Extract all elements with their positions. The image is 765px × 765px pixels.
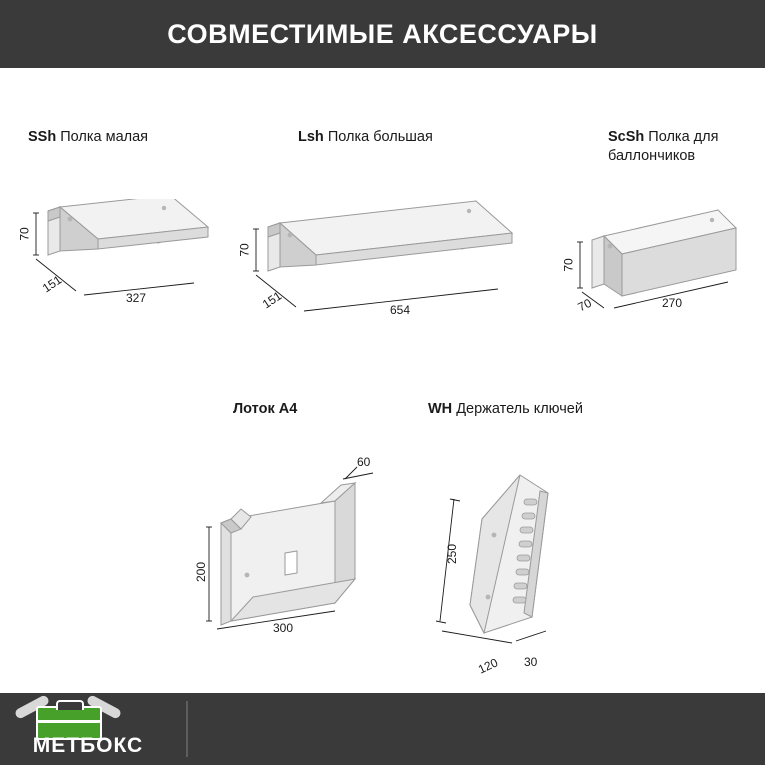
- item-wh-drawing: [420, 455, 620, 677]
- item-tray-name: A4: [278, 401, 298, 417]
- item-wh-dim-width: 120: [475, 655, 501, 677]
- item-tray-dim-width: 300: [273, 621, 294, 635]
- page-title: СОВМЕСТИМЫЕ АКСЕССУАРЫ: [167, 18, 598, 49]
- page-footer: [0, 693, 765, 765]
- item-scsh-label: [570, 128, 760, 166]
- item-lsh-drawing: [237, 199, 560, 319]
- item-scsh-drawing: [561, 198, 760, 318]
- item-tray-dim-height: 200: [194, 561, 209, 583]
- page-header: [0, 0, 765, 68]
- item-ssh-dim-width: 327: [126, 291, 147, 305]
- item-lsh-dim-height: 70: [237, 243, 252, 257]
- item-scsh-code: ScSh: [608, 129, 645, 145]
- item-wrench-holder: [420, 400, 620, 677]
- item-lsh-code: Lsh: [298, 129, 324, 145]
- item-tray-drawing: [185, 455, 415, 641]
- item-scsh-dim-width: 270: [662, 296, 683, 310]
- item-ssh-dim-depth: 151: [39, 272, 65, 296]
- logo-text: МЕТБОКС: [32, 734, 144, 757]
- item-lsh: [237, 128, 560, 319]
- item-scsh-name: Полка для баллончиков: [608, 129, 719, 164]
- item-tray: [185, 400, 415, 641]
- item-wh-label: [420, 400, 620, 419]
- item-tray-label: [185, 400, 415, 419]
- item-lsh-label: [250, 128, 560, 147]
- item-tray-dim-depth: 60: [357, 455, 371, 469]
- item-lsh-dim-width: 654: [390, 303, 411, 317]
- item-wh-code: WH: [428, 401, 453, 417]
- item-lsh-dim-depth: 151: [259, 288, 285, 312]
- item-wh-dim-height: 250: [445, 543, 460, 565]
- footer-divider: [186, 701, 188, 757]
- item-wh-dim-depth: 30: [524, 655, 538, 669]
- brand-logo: [8, 698, 176, 760]
- item-ssh-name: Полка малая: [60, 129, 149, 145]
- item-scsh-dim-height: 70: [561, 258, 576, 272]
- item-ssh-drawing: [17, 199, 258, 309]
- item-ssh-label: [28, 128, 258, 147]
- item-ssh: [17, 128, 258, 309]
- item-ssh-dim-height: 70: [17, 227, 32, 241]
- item-wh-name: Держатель ключей: [456, 401, 583, 417]
- item-lsh-name: Полка большая: [327, 129, 433, 145]
- item-ssh-code: SSh: [28, 129, 57, 145]
- item-tray-code: Лоток: [233, 401, 275, 417]
- item-scsh: [561, 128, 760, 318]
- item-scsh-dim-depth: 70: [575, 295, 594, 315]
- logo-graphic: [8, 700, 168, 758]
